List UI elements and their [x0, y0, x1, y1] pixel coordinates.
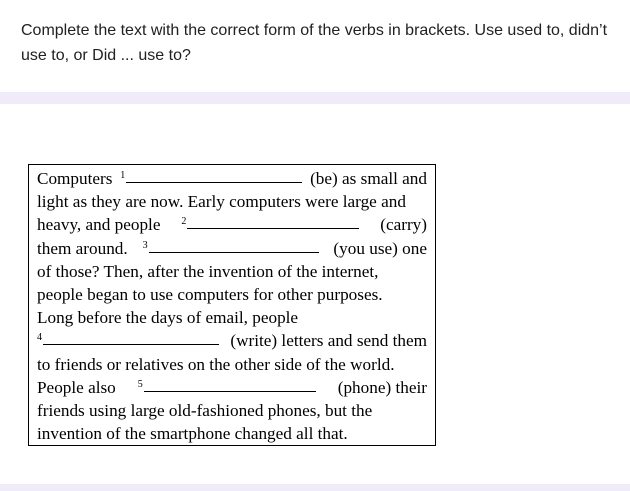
passage-line-5 — [37, 260, 427, 283]
passage-line-1 — [37, 167, 427, 190]
gap-number-2: 2 — [181, 216, 187, 228]
question-instructions: Complete the text with the correct form of the verbs in brackets. Use used to, didn’t use to, or Did ... use to? — [21, 22, 608, 64]
question-header-card — [0, 0, 630, 92]
gap-number-3: 3 — [142, 239, 148, 251]
passage-text: Computers — [37, 169, 113, 188]
gap-3-blank[interactable] — [149, 237, 319, 253]
gap-2-blank[interactable] — [187, 213, 359, 229]
passage-line-3 — [37, 213, 427, 236]
passage-line-11 — [37, 399, 427, 422]
passage-text: friends using large old-fashioned phones, but the — [37, 400, 373, 420]
passage-text: (be) as small and — [310, 169, 427, 188]
passage-text: People also — [37, 377, 116, 397]
passage-text: Long before the days of email, people — [37, 308, 299, 328]
gap-5-blank[interactable] — [144, 376, 316, 392]
gap-number-5: 5 — [137, 378, 143, 390]
passage-box — [28, 164, 436, 446]
gap-number-4: 4 — [37, 332, 42, 344]
passage-text: people began to use computers for other purposes. — [37, 284, 383, 304]
passage-line-9 — [37, 353, 427, 376]
passage-text: invention of the smartphone changed all that. — [37, 424, 348, 444]
passage-line-2 — [37, 190, 427, 213]
passage-text: (write) letters and send them — [230, 331, 427, 351]
passage-line-8 — [37, 329, 427, 352]
passage-text: (you use) one — [333, 238, 427, 258]
passage-text: to friends or relatives on the other side of the world. — [37, 354, 395, 374]
passage-text: (phone) their — [337, 377, 427, 397]
gap-number-1: 1 — [120, 170, 126, 181]
passage-text: of those? Then, after the invention of the internet, — [37, 261, 379, 281]
passage-line-7 — [37, 306, 427, 329]
passage-line-6 — [37, 283, 427, 306]
passage-line-12 — [37, 422, 427, 445]
passage-text: (carry) — [380, 215, 427, 235]
gap-4-blank[interactable] — [43, 329, 219, 345]
passage-text: light as they are now. Early computers were large and — [37, 192, 406, 212]
passage-text: them around. — [37, 238, 128, 258]
gap-1-blank[interactable] — [126, 167, 302, 183]
passage-line-4 — [37, 237, 427, 260]
passage-text: heavy, and people — [37, 215, 161, 235]
passage-line-10 — [37, 376, 427, 399]
